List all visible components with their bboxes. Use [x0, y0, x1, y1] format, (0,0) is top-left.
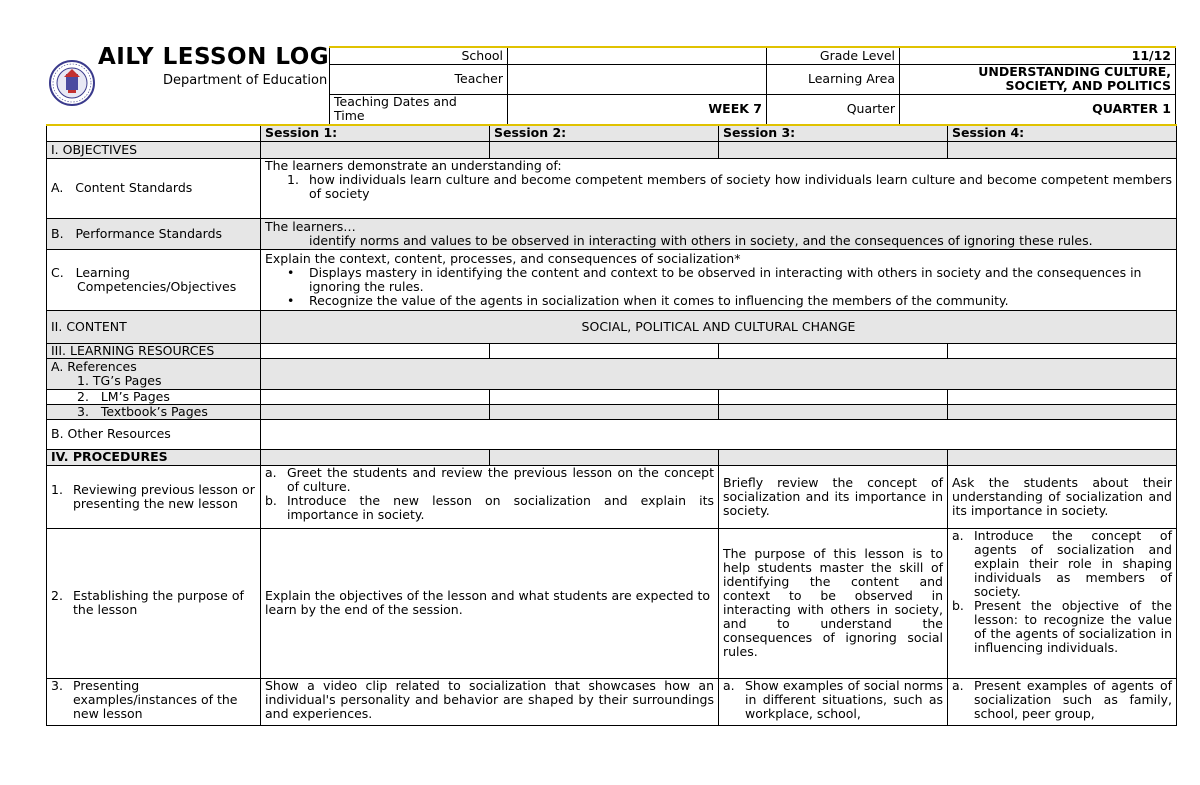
competencies-intro: Explain the context, content, processes, and consequences of socialization*	[265, 250, 741, 266]
grade-level-value[interactable]: 11/12	[900, 47, 1176, 64]
cell[interactable]	[948, 141, 1177, 158]
competencies-label-line-1: C. Learning	[51, 264, 130, 280]
procedure-1-label: Reviewing previous lesson or presenting the new lesson	[73, 481, 255, 511]
learning-area-line-2: SOCIETY, AND POLITICS	[1005, 78, 1171, 93]
cell[interactable]	[719, 449, 948, 465]
procedure-2-session-4[interactable]	[948, 528, 1177, 678]
performance-standards-label: B. Performance Standards	[47, 218, 261, 249]
list-item	[723, 679, 943, 721]
teaching-dates-value[interactable]: WEEK 7	[508, 94, 767, 124]
competencies-label-line-2: Competencies/Objectives	[77, 278, 237, 294]
cell[interactable]	[261, 141, 490, 158]
procedure-1-label-cell	[47, 465, 261, 528]
objectives-heading: I. OBJECTIVES	[47, 141, 261, 158]
other-resources-cell[interactable]	[261, 419, 1177, 449]
cell[interactable]	[719, 404, 948, 419]
learning-resources-heading: III. LEARNING RESOURCES	[47, 343, 261, 358]
procedure-3-session-1-2[interactable]: Show a video clip related to socialization that showcases how an individual's personality and behavior are shaped by their surroundings and experiences.	[261, 678, 719, 725]
list-item	[265, 466, 714, 494]
procedure-3-session-4[interactable]	[948, 678, 1177, 725]
session-3-header: Session 3:	[719, 125, 948, 141]
procedure-3-label-cell	[47, 678, 261, 725]
bullet-icon: •	[287, 264, 295, 280]
performance-standards-cell[interactable]	[261, 218, 1177, 249]
procedure-2-session-1-2[interactable]: Explain the objectives of the lesson and what students are expected to learn by the end of the session.	[261, 528, 719, 678]
procedure-1-session-1-2[interactable]	[261, 465, 719, 528]
procedure-2-session-3[interactable]: The purpose of this lesson is to help students master the skill of identifying the content and context to be observed in interacting with others in society, and to understand the consequences of ignoring social rules.	[719, 528, 948, 678]
cell[interactable]	[948, 404, 1177, 419]
list-item	[952, 599, 1172, 655]
competency-bullet-2: Recognize the value of the agents in socialization when it comes to influencing the members of the community.	[309, 292, 1009, 308]
cell[interactable]	[490, 389, 719, 404]
learning-resources-row	[47, 343, 1177, 358]
blank-header-cell	[47, 125, 261, 141]
tg-pages-label: 1. TG’s Pages	[77, 372, 162, 388]
session-2-header: Session 2:	[490, 125, 719, 141]
learning-area-value[interactable]	[900, 64, 1176, 94]
list-item	[265, 294, 1172, 308]
procedure-2-label-cell	[47, 528, 261, 678]
content-standards-label: A. Content Standards	[47, 158, 261, 218]
cell[interactable]	[261, 404, 490, 419]
competencies-label	[47, 249, 261, 310]
content-heading: II. CONTENT	[47, 310, 261, 343]
cell[interactable]	[490, 141, 719, 158]
performance-standards-intro: The learners…	[265, 218, 356, 234]
list-number: 1.	[51, 481, 63, 497]
school-label: School	[330, 47, 508, 64]
cell[interactable]	[719, 141, 948, 158]
list-letter: b.	[952, 597, 964, 613]
learning-area-line-1: UNDERSTANDING CULTURE,	[978, 64, 1171, 79]
procedure-1-row	[47, 465, 1177, 528]
competency-bullet-1: Displays mastery in identifying the content and context to be observed in interacting with others in society and the consequences in ignoring the rules.	[309, 264, 1142, 294]
procedures-heading-row	[47, 449, 1177, 465]
list-item	[265, 266, 1172, 294]
procedure-1-session-4[interactable]: Ask the students about their understanding of socialization and its importance in society.	[948, 465, 1177, 528]
cell[interactable]	[261, 449, 490, 465]
performance-standards-row	[47, 218, 1177, 249]
competencies-row	[47, 249, 1177, 310]
list-letter: a.	[723, 678, 735, 693]
procedure-1-item-a: Greet the students and review the previous lesson on the concept of culture.	[287, 465, 714, 494]
list-number: 3.	[51, 678, 63, 693]
list-item	[51, 483, 256, 511]
procedure-2-row	[47, 528, 1177, 678]
procedure-3-session-3-text: Show examples of social norms in different situations, such as workplace, school,	[745, 678, 943, 721]
cell[interactable]	[948, 449, 1177, 465]
session-1-header: Session 1:	[261, 125, 490, 141]
procedure-2-label: Establishing the purpose of the lesson	[73, 588, 244, 617]
textbook-pages-label: 3. Textbook’s Pages	[47, 404, 261, 419]
content-standards-intro: The learners demonstrate an understanding of:	[265, 158, 562, 173]
procedures-heading: IV. PROCEDURES	[47, 449, 261, 465]
cell[interactable]	[261, 343, 490, 358]
procedure-2-item-a: Introduce the concept of agents of socialization and explain their role in shaping individuals as members of society.	[974, 528, 1172, 599]
content-value[interactable]: SOCIAL, POLITICAL AND CULTURAL CHANGE	[261, 310, 1177, 343]
content-row	[47, 310, 1177, 343]
deped-seal-logo	[48, 47, 96, 119]
list-item	[265, 494, 714, 522]
procedure-3-session-4-text: Present examples of agents of socialization such as family, school, peer group,	[974, 678, 1172, 721]
quarter-label: Quarter	[767, 94, 900, 124]
list-item	[952, 679, 1172, 721]
list-number: 2.	[51, 588, 63, 603]
content-standards-cell[interactable]	[261, 158, 1177, 218]
procedure-3-row	[47, 678, 1177, 725]
session-header-row	[47, 125, 1177, 141]
cell[interactable]	[261, 389, 490, 404]
list-letter: a.	[952, 528, 964, 543]
cell[interactable]	[719, 343, 948, 358]
teaching-dates-label	[330, 94, 508, 124]
teaching-dates-label-line-2: Time	[334, 108, 365, 123]
teaching-dates-label-line-1: Teaching Dates and	[334, 94, 457, 109]
list-item	[952, 529, 1172, 599]
teacher-label: Teacher	[330, 64, 508, 94]
lm-pages-row	[47, 389, 1177, 404]
bullet-icon: •	[287, 292, 295, 308]
teacher-field[interactable]	[508, 64, 767, 94]
cell[interactable]	[948, 343, 1177, 358]
list-item	[51, 589, 256, 617]
procedure-3-session-3[interactable]	[719, 678, 948, 725]
procedure-1-item-b: Introduce the new lesson on socialization and explain its importance in society.	[287, 492, 714, 522]
list-letter: a.	[265, 465, 277, 480]
objectives-heading-row	[47, 141, 1177, 158]
session-4-header: Session 4:	[948, 125, 1177, 141]
procedure-1-session-3[interactable]: Briefly review the concept of socialization and its importance in society.	[719, 465, 948, 528]
textbook-pages-row	[47, 404, 1177, 419]
references-label	[47, 358, 261, 389]
references-row	[47, 358, 1177, 389]
grade-level-label: Grade Level	[767, 47, 900, 64]
list-number: 1.	[287, 171, 299, 187]
page-title: AILY LESSON LOG	[98, 44, 330, 70]
cell[interactable]	[490, 404, 719, 419]
list-item	[265, 173, 1172, 201]
learning-area-label: Learning Area	[767, 64, 900, 94]
list-item	[51, 679, 256, 721]
competencies-cell[interactable]	[261, 249, 1177, 310]
cell[interactable]	[719, 389, 948, 404]
lm-pages-label: 2. LM’s Pages	[47, 389, 261, 404]
content-standards-item: how individuals learn culture and become competent members of society how individuals learn culture and become competent members of society	[309, 171, 1172, 201]
list-letter: a.	[952, 678, 964, 693]
procedure-2-item-b: Present the objective of the lesson: to recognize the value of the agents of socialization in influencing individuals.	[974, 597, 1172, 655]
school-field[interactable]	[508, 47, 767, 64]
department-name: Department of Education	[163, 73, 328, 88]
other-resources-row	[47, 419, 1177, 449]
quarter-value[interactable]: QUARTER 1	[900, 94, 1176, 124]
procedure-3-label: Presenting examples/instances of the new lesson	[73, 678, 238, 721]
cell[interactable]	[948, 389, 1177, 404]
lesson-log-table	[46, 124, 1177, 726]
info-table	[329, 46, 1176, 125]
list-letter: b.	[265, 492, 277, 508]
content-standards-row	[47, 158, 1177, 218]
references-cell[interactable]	[261, 358, 1177, 389]
other-resources-label: B. Other Resources	[47, 419, 261, 449]
cell[interactable]	[490, 449, 719, 465]
references-heading: A. References	[51, 358, 137, 374]
cell[interactable]	[490, 343, 719, 358]
performance-standards-text: identify norms and values to be observed in interacting with others in society, and the consequences of ignoring these rules.	[309, 232, 1093, 248]
